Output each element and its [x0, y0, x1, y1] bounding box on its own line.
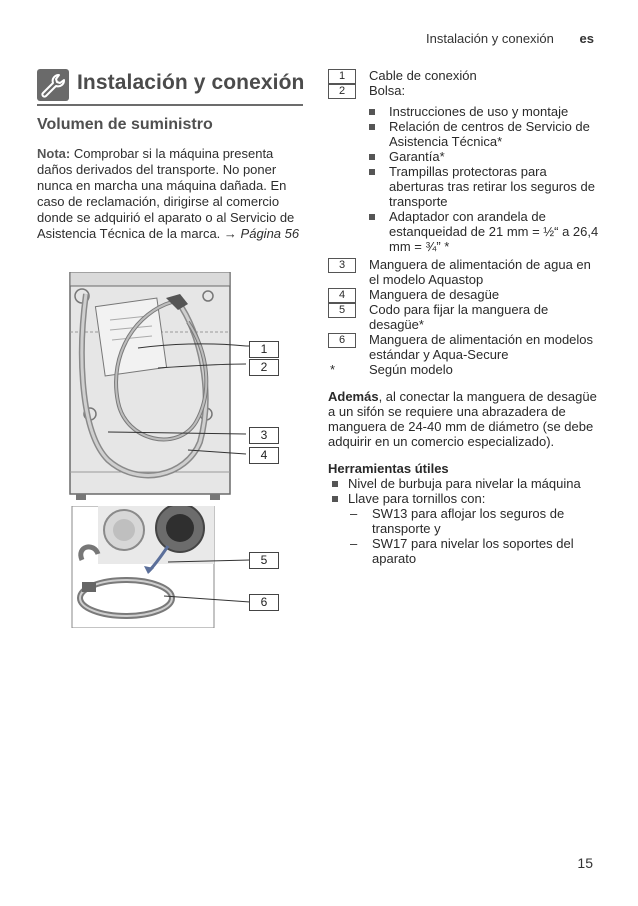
footnote-item	[328, 362, 600, 377]
list-item	[328, 68, 600, 83]
callout-6: 6	[249, 594, 279, 611]
page-number: 15	[577, 855, 593, 871]
machine-rear-illustration	[68, 272, 282, 500]
item-text: Manguera de alimentación en modelos estándar y Aqua-Secure	[369, 332, 594, 362]
additional-note-text: , al conectar la manguera de desagüe a un sifón se requiere una abrazadera de manguera de 24-40 mm de diámetro (se debe adquirir en un comercio especializado).	[328, 389, 597, 449]
item-number: 2	[328, 84, 356, 99]
item-number: 3	[328, 258, 356, 273]
right-column	[328, 68, 600, 566]
dash-mark: –	[350, 506, 358, 521]
list-item	[328, 302, 600, 332]
tools-bullet-text: Llave para tornillos con:	[348, 491, 486, 506]
bag-bullet	[369, 119, 600, 149]
bullet-square-icon	[369, 169, 375, 175]
callout-4: 4	[249, 447, 279, 464]
callout-2: 2	[249, 359, 279, 376]
note-text: Comprobar si la máquina presenta daños derivados del transporte. No poner nunca en marcha una máquina dañada. En caso de reclamación, dirigirse al comercio donde se adquirió el aparato o al Servicio de Asistencia Técnica de la marca.	[37, 146, 295, 241]
item-number: 5	[328, 303, 356, 318]
tools-subitem-text: SW13 para aflojar los seguros de transporte y	[372, 506, 565, 536]
bag-bullet-text: Adaptador con arandela de estanqueidad de 21 mm = ½“ a 26,4 mm = ¾” *	[389, 209, 599, 254]
bullet-square-icon	[369, 154, 375, 160]
note-paragraph	[37, 146, 303, 242]
item-text: Codo para fijar la manguera de desagüe*	[369, 302, 549, 332]
bullet-square-icon	[369, 214, 375, 220]
header-language: es	[579, 31, 594, 46]
note-page-ref: Página 56	[240, 226, 300, 241]
list-item	[328, 83, 600, 98]
additional-note	[328, 389, 600, 449]
tools-bullet	[328, 476, 600, 491]
item-text: Bolsa:	[369, 83, 406, 98]
bullet-square-icon	[369, 124, 375, 130]
asterisk-mark: *	[330, 362, 336, 377]
list-item	[328, 287, 600, 302]
callout-3: 3	[249, 427, 279, 444]
additional-note-bold: Además	[328, 389, 379, 404]
bag-bullet	[369, 149, 600, 164]
tools-subitem	[328, 506, 600, 536]
tools-bullet	[328, 491, 600, 506]
tools-heading: Herramientas útiles	[328, 461, 449, 476]
dash-mark: –	[350, 536, 358, 551]
section-subtitle: Volumen de suministro	[37, 116, 213, 133]
bag-bullet	[369, 104, 600, 119]
bullet-square-icon	[369, 109, 375, 115]
left-column	[37, 66, 303, 242]
callout-5: 5	[249, 552, 279, 569]
note-label: Nota:	[37, 146, 71, 161]
tools-subitem	[328, 536, 600, 566]
footnote-text: Según modelo	[369, 362, 453, 377]
item-text: Manguera de desagüe	[369, 287, 500, 302]
tools-bullet-text: Nivel de burbuja para nivelar la máquina	[348, 476, 581, 491]
note-arrow: →	[223, 226, 237, 241]
item-number: 6	[328, 333, 356, 348]
callout-1: 1	[249, 341, 279, 358]
bag-bullet	[369, 164, 600, 209]
section-title-bar	[37, 66, 303, 106]
bag-bullet-text: Relación de centros de Servicio de Asistencia Técnica*	[389, 119, 590, 149]
bag-bullet-text: Trampillas protectoras para aberturas tras retirar los seguros de transporte	[389, 164, 595, 209]
bullet-square-icon	[332, 481, 338, 487]
wrench-icon	[37, 69, 69, 101]
running-header	[426, 31, 594, 46]
bag-bullet	[369, 209, 600, 254]
item-number: 4	[328, 288, 356, 303]
tools-subitem-text: SW17 para nivelar los soportes del aparato	[372, 536, 574, 566]
header-section: Instalación y conexión	[425, 31, 554, 46]
item-number: 1	[328, 69, 356, 84]
list-item	[328, 257, 600, 287]
page-title: Instalación y conexión	[77, 71, 305, 94]
item-text: Cable de conexión	[369, 68, 477, 83]
item-text: Manguera de alimentación de agua en el modelo Aquastop	[369, 257, 591, 287]
bag-bullet-text: Instrucciones de uso y montaje	[389, 104, 569, 119]
bag-bullet-text: Garantía*	[389, 149, 445, 164]
list-item	[328, 332, 600, 362]
bullet-square-icon	[332, 496, 338, 502]
